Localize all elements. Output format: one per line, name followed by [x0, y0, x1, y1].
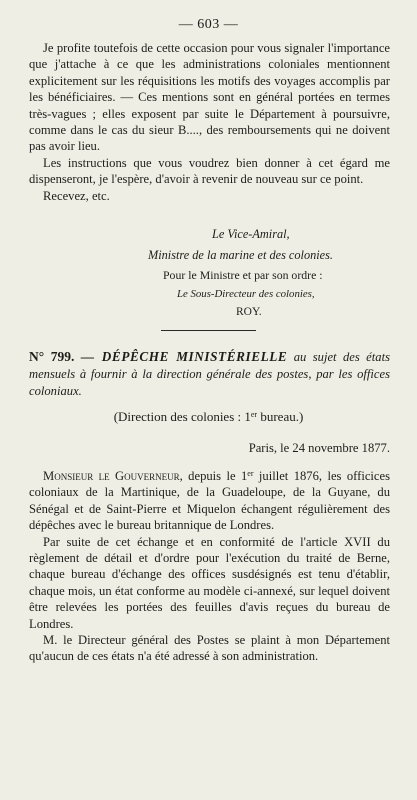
- subdirector-title: Le Sous-Directeur des colonies,: [177, 288, 315, 300]
- subdirector-name: ROY.: [236, 306, 262, 318]
- letter-paragraph-2: Les instructions que vous voudrez bien donner à cet égard me dispenseront, je l'espère, d'avoir à revenir de nouveau sur ce point.: [29, 155, 390, 187]
- order-line: Pour le Ministre et par son ordre :: [163, 268, 323, 282]
- dispatch-date: Paris, le 24 novembre 1877.: [248, 441, 390, 455]
- depeche-paragraph-3: M. le Directeur général des Postes se plaint à mon Département qu'aucun de ces états n'a été adressé à son administration.: [29, 633, 390, 664]
- signature-ministry: Ministre de la marine et des colonies.: [148, 248, 333, 262]
- direction-prefix: (Direction des colonies : 1: [113, 409, 251, 424]
- depeche-paragraph-1: [29, 466, 390, 534]
- page-number: — 603 —: [178, 17, 239, 32]
- depeche-number: N° 799.: [29, 349, 75, 364]
- depeche-subject: au sujet des états mensuels à fournir à la direction générale des postes, par les offices coloniaux.: [29, 350, 390, 398]
- p1-part2: juillet 1876, les officices coloniaux de la Martinique, de la Guadeloupe, de la Guyane, du Sénégal et de Saint-Pierre et Miquelon échangent régulièrement des dépêches avec le bureau britannique de Londres.: [29, 469, 390, 533]
- p1-sup: er: [247, 469, 254, 478]
- section-divider: [161, 330, 256, 331]
- signature-title: Le Vice-Amiral,: [212, 227, 290, 241]
- p1-part1: depuis le 1: [182, 469, 248, 483]
- salutation: Monsieur le Gouverneur,: [43, 469, 183, 483]
- letter-paragraph-1: Je profite toutefois de cette occasion pour vous signaler l'importance que j'attache à ce que les administrations coloniales mentionnent explicitement sur les réquisitions les motifs des voyages accomplis par les bénéficiaires. — Ces mentions sont en général portées en termes très-vagues ; elles exposent par suite le Département à poursuivre, comme dans le cas du sieur B...., des remboursements qui ne doivent pas avoir lieu.: [29, 41, 390, 154]
- depeche-title: — DÉPÊCHE MINISTÉRIELLE: [80, 349, 288, 364]
- direction-line: [0, 409, 417, 425]
- depeche-heading: [29, 348, 390, 400]
- depeche-body: [29, 466, 390, 665]
- letter-closing: Recevez, etc.: [43, 188, 110, 203]
- direction-sup: er: [250, 410, 258, 419]
- letter-body: [29, 40, 390, 204]
- depeche-paragraph-2: Par suite de cet échange et en conformité de l'article XVII du règlement de détail et d'ordre pour l'exécution du traité de Berne, chaque bureau d'échange des offices susdésignés est tenu d'établir, chaque mois, un état conforme au modèle ci-annexé, sur lequel doivent être relevées les portées des feuilles d'avis reçues du bureau de Londres.: [29, 534, 390, 631]
- direction-suffix: bureau.): [257, 409, 304, 424]
